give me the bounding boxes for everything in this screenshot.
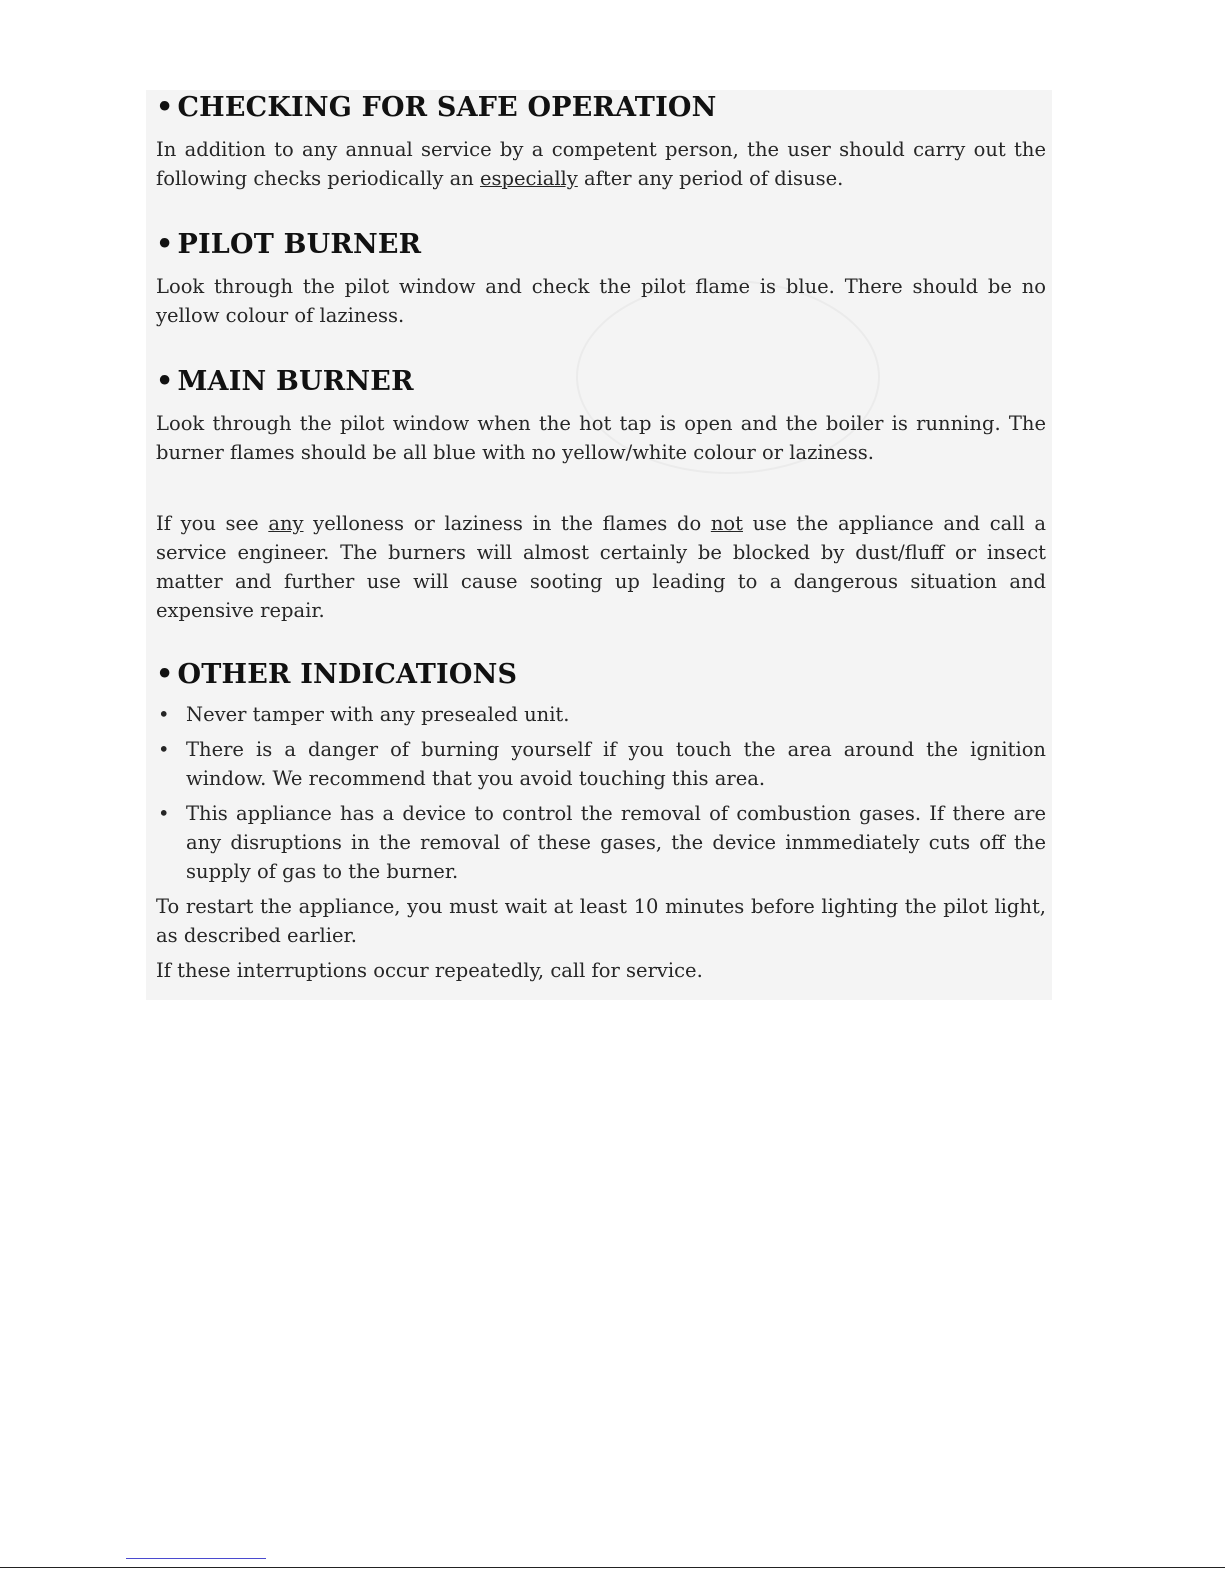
heading-text: OTHER INDICATIONS xyxy=(177,659,518,690)
list-item xyxy=(156,700,1046,729)
pilot-paragraph: Look through the pilot window and check the pilot flame is blue. There should be no yellow colour of laziness. xyxy=(156,275,1046,327)
checking-text-b: after any period of disuse. xyxy=(577,167,844,190)
list-bullet: • xyxy=(158,738,170,761)
other-indications-list xyxy=(156,700,1046,886)
footer-rule xyxy=(0,1567,1225,1568)
page-content xyxy=(156,92,1046,985)
service-paragraph: If these interruptions occur repeatedly, call for service. xyxy=(156,959,703,982)
warning-text-1: If you see xyxy=(156,512,269,535)
list-item-text: Never tamper with any presealed unit. xyxy=(186,703,570,726)
list-item-text: There is a danger of burning yourself if you touch the area around the ignition window. We recommend that you avoid touching this area. xyxy=(186,738,1046,790)
checking-underlined-word: especially xyxy=(479,167,578,190)
heading-pilot-burner xyxy=(156,229,1046,260)
heading-text: MAIN BURNER xyxy=(177,366,414,397)
footer-link-underline xyxy=(126,1558,266,1559)
heading-checking-safe-operation xyxy=(156,92,1046,123)
heading-bullet: • xyxy=(156,659,174,690)
list-item-text: This appliance has a device to control the removal of combustion gases. If there are any disruptions in the removal of these gases, the device inmmediately cuts off the supply of gas to the burner. xyxy=(186,802,1046,883)
heading-bullet: • xyxy=(156,229,174,260)
list-bullet: • xyxy=(158,703,170,726)
main-paragraph: Look through the pilot window when the hot tap is open and the boiler is running. The burner flames should be all blue with no yellow/white colour or laziness. xyxy=(156,412,1046,464)
list-item xyxy=(156,799,1046,886)
list-bullet: • xyxy=(158,802,170,825)
checking-paragraph xyxy=(156,135,1046,193)
warning-text-3: use the appliance and call a service engineer. The burners will almost certainly be blocked by dust/fluff or insect matter and further use will cause sooting up leading to a dangerous situation and expensive repair. xyxy=(156,512,1047,622)
heading-other-indications xyxy=(156,659,1046,690)
warning-underlined-any: any xyxy=(268,512,304,535)
list-item xyxy=(156,735,1046,793)
heading-bullet: • xyxy=(156,366,174,397)
warning-text-2: yelloness or laziness in the flames do xyxy=(303,512,711,535)
restart-paragraph: To restart the appliance, you must wait at least 10 minutes before lighting the pilot light, as described earlier. xyxy=(156,895,1046,947)
checking-text-a: In addition to any annual service by a competent person, the user should carry out the following checks periodically an xyxy=(156,138,1046,190)
heading-bullet: • xyxy=(156,92,174,123)
heading-text: PILOT BURNER xyxy=(177,229,422,260)
heading-main-burner xyxy=(156,366,1046,397)
warning-paragraph xyxy=(156,509,1046,625)
heading-text: CHECKING FOR SAFE OPERATION xyxy=(177,92,717,123)
warning-underlined-not: not xyxy=(710,512,743,535)
